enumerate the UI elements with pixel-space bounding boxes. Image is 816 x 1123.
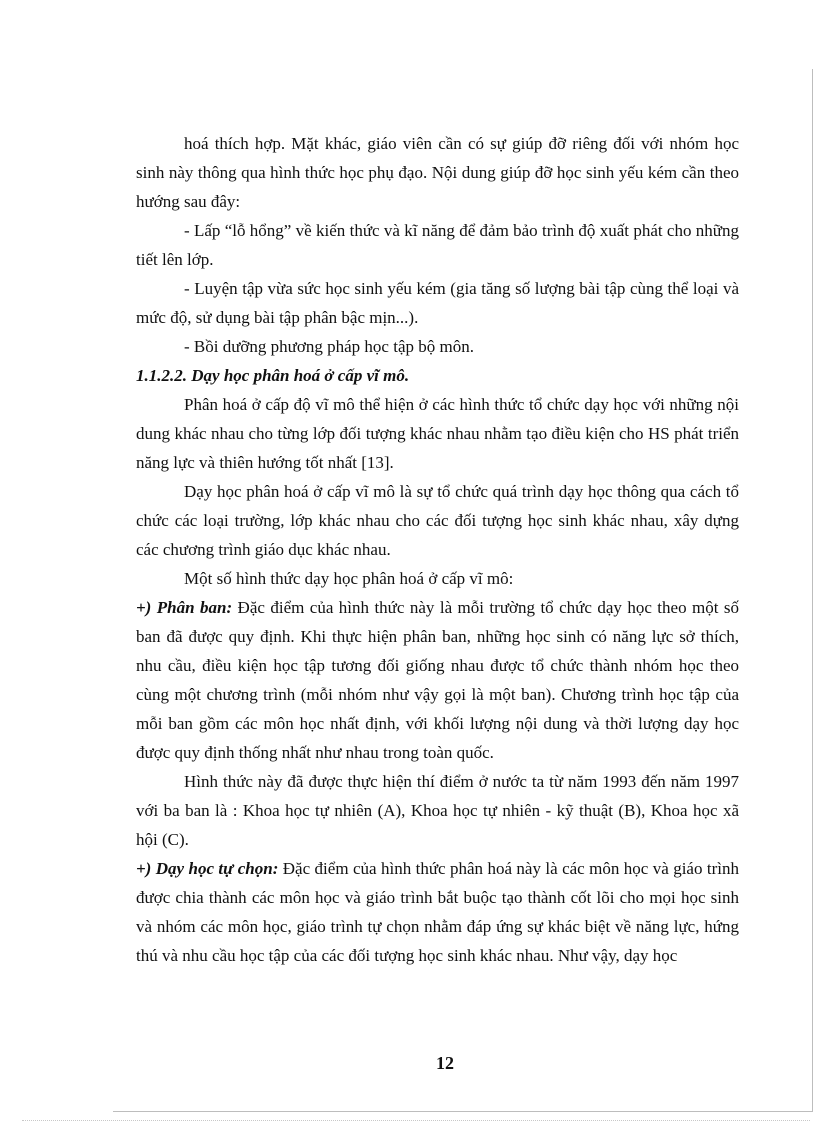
paragraph-macro-definition: Phân hoá ở cấp độ vĩ mô thể hiện ở các hình thức tổ chức dạy học với những nội dung khác nhau cho từng lớp đối tượng khác nhau nhằm tạo điều kiện cho HS phát triển năng lực và thiên hướng tốt nhất [13]. — [136, 395, 739, 472]
elective-lead-in: +) Dạy học tự chọn: — [136, 859, 279, 878]
paragraph-streaming — [136, 593, 739, 767]
document-body — [136, 129, 739, 970]
paragraph-forms-intro: Một số hình thức dạy học phân hoá ở cấp vĩ mô: — [184, 569, 514, 588]
streaming-text: Đặc điểm của hình thức này là mỗi trường tổ chức dạy học theo một số ban đã được quy định. Khi thực hiện phân ban, những học sinh có năng lực sở thích, nhu cầu, điều kiện học tập tương đối giống nhau được tổ chức thành nhóm học theo cùng một chương trình (mỗi nhóm như vậy gọi là một ban). Chương trình học tập của mỗi ban gồm các môn học nhất định, với khối lượng nội dung và thời lượng dạy học được quy định thống nhất như nhau trong toàn quốc. — [136, 598, 739, 762]
bottom-dotted-rule — [22, 1120, 810, 1121]
bullet-fill-gaps: - Lấp “lỗ hổng” về kiến thức và kĩ năng để đảm bảo trình độ xuất phát cho những tiết lên lớp. — [136, 221, 739, 269]
streaming-lead-in: +) Phân ban: — [136, 598, 233, 617]
paragraph-elective — [136, 854, 739, 970]
page-number: 12 — [436, 1053, 454, 1073]
bullet-method: - Bồi dưỡng phương pháp học tập bộ môn. — [184, 337, 474, 356]
paragraph-continuation: hoá thích hợp. Mặt khác, giáo viên cần có sự giúp đỡ riêng đối với nhóm học sinh này thông qua hình thức học phụ đạo. Nội dung giúp đỡ học sinh yếu kém cần theo hướng sau đây: — [136, 134, 739, 211]
elective-text: Đặc điểm của hình thức phân hoá này là các môn học và giáo trình được chia thành các môn học và giáo trình bắt buộc tạo thành cốt lõi cho mọi học sinh và nhóm các môn học, giáo trình tự chọn nhằm đáp ứng sự khác biệt về năng lực, hứng thú và nhu cầu học tập của các đối tượng học sinh khác nhau. Như vậy, dạy học — [136, 859, 739, 965]
section-heading: 1.1.2.2. Dạy học phân hoá ở cấp vĩ mô. — [136, 366, 410, 385]
paragraph-pilot: Hình thức này đã được thực hiện thí điểm ở nước ta từ năm 1993 đến năm 1997 với ba ban là : Khoa học tự nhiên (A), Khoa học tự nhiên - kỹ thuật (B), Khoa học xã hội (C). — [136, 772, 739, 849]
bullet-practice: - Luyện tập vừa sức học sinh yếu kém (gia tăng số lượng bài tập cùng thể loại và mức độ, sử dụng bài tập phân bậc mịn...). — [136, 279, 739, 327]
paragraph-macro-organization: Dạy học phân hoá ở cấp vĩ mô là sự tổ chức quá trình dạy học thông qua cách tổ chức các loại trường, lớp khác nhau cho các đối tượng học sinh khác nhau, xây dựng các chương trình giáo dục khác nhau. — [136, 482, 739, 559]
